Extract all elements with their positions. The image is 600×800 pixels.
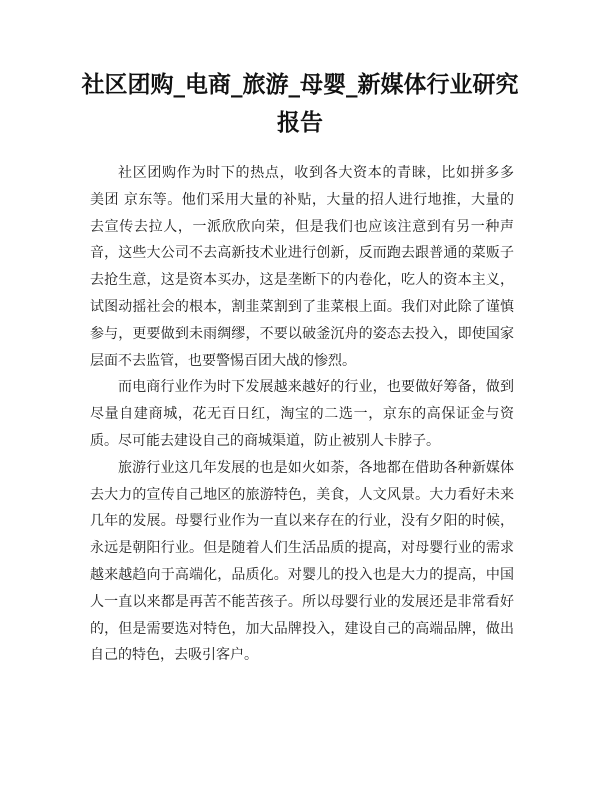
paragraph-community-group-buying: 社区团购作为时下的热点，收到各大资本的青睐，比如拼多多 美团 京东等。他们采用大量的补贴，大量的招人进行地推，大量的去宣传去拉人，一派欣欣向荣，但是我们也应该注意到有另一种声音，这些大公司不去高新技术业进行创新，反而跑去跟普通的菜贩子去抢生意，这是资本买办，这是垄断下的内卷化，吃人的资本主义，试图动摇社会的根本，割韭菜割到了韭菜根上面。我们对此除了谨慎参与，更要做到未雨绸缪，不要以破釜沉舟的姿态去投入，即使国家层面不去监管，也要警惕百团大战的惨烈。 [90,165,514,369]
paragraph-ecommerce: 而电商行业作为时下发展越来越好的行业，也要做好筹备，做到尽量自建商城，花无百日红，淘宝的二选一，京东的高保证金与资质。尽可能去建设自己的商城渠道，防止被别人卡脖子。 [90,379,514,449]
document-title: 社区团购_电商_旅游_母婴_新媒体行业研究报告 [81,72,519,136]
document-body [90,160,514,669]
paragraph-tourism-maternal-infant: 旅游行业这几年发展的也是如火如荼，各地都在借助各种新媒体去大力的宣传自己地区的旅游特色，美食，人文风景。大力看好未来几年的发展。母婴行业作为一直以来存在的行业，没有夕阳的时候，永远是朝阳行业。但是随着人们生活品质的提高，对母婴行业的需求越来越趋向于高端化，品质化。对婴儿的投入也是大力的提高，中国人一直以来都是再苦不能苦孩子。所以母婴行业的发展还是非常看好的，但是需要选对特色，加大品牌投入，建设自己的高端品牌，做出自己的特色，去吸引客户。 [90,459,514,664]
